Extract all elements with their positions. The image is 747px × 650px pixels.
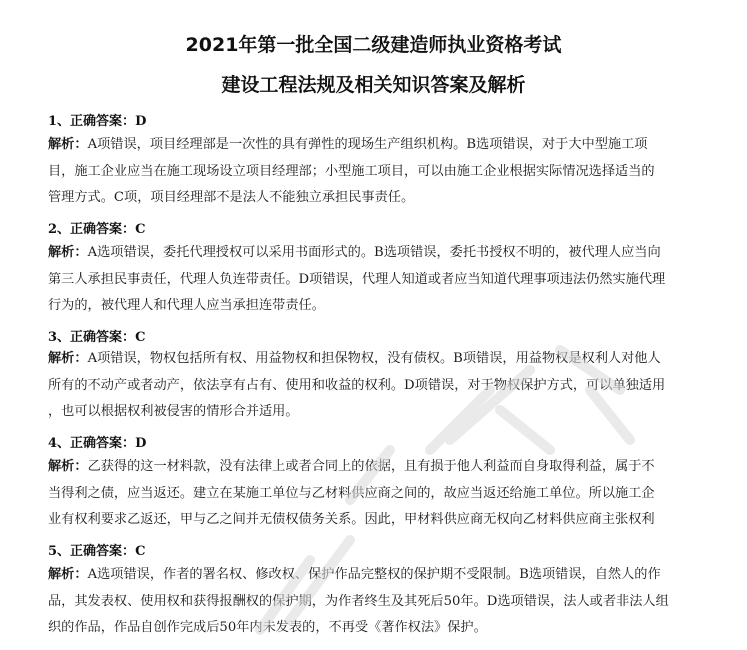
analysis-line: 乙获得的这一材料款，没有法律上或者合同上的依据，且有损于他人利益而自身取得利益，属于不 [87, 459, 655, 474]
question-5-analysis [48, 562, 698, 642]
question-number: 5、 [48, 544, 71, 559]
question-4-header [48, 432, 146, 451]
analysis-line: 所有的不动产或者动产，依法享有占有、使用和收益的权利。D项错误，对于物权保护方式，可以单独适用 [48, 377, 666, 393]
analysis-label: 解析： [48, 351, 88, 366]
analysis-line: 品，其发表权、使用权和获得报酬权的保护期，为作者终生及其死后50年。D选项错误，法人或者非法人组 [48, 593, 669, 609]
question-3-header [48, 326, 145, 345]
answer-value: D [135, 114, 147, 129]
analysis-label: 解析： [48, 567, 88, 582]
analysis-line: 业有权利要求乙返还，甲与乙之间并无债权债务关系。因此，甲材料供应商无权向乙材料供应商主张权利 [48, 512, 655, 527]
analysis-label: 解析： [48, 459, 88, 474]
question-3-analysis [48, 346, 698, 426]
analysis-line: 行为的，被代理人和代理人应当承担连带责任。 [48, 298, 325, 313]
answer-value: C [135, 330, 146, 345]
answer-value: C [135, 544, 146, 559]
analysis-line: 当得利之债，应当返还。建立在某施工单位与乙材料供应商之间的，故应当返还给施工单位。所以施工企 [48, 485, 655, 501]
answer-label: 正确答案： [70, 544, 136, 559]
question-4-analysis [48, 454, 698, 534]
question-number: 3、 [48, 330, 71, 345]
question-2-header [48, 218, 145, 237]
answer-value: C [135, 222, 146, 237]
analysis-line: A选项错误，委托代理授权可以采用书面形式的。B选项错误，委托书授权不明的，被代理人应当向 [87, 245, 661, 260]
analysis-line: A选项错误，作者的署名权、修改权、保护作品完整权的保护期不受限制。B选项错误，自然人的作 [87, 567, 661, 582]
document-title: 2021年第一批全国二级建造师执业资格考试 [185, 34, 562, 56]
analysis-line: 第三人承担民事责任，代理人负连带责任。D项错误，代理人知道或者应当知道代理事项违法仍然实施代理 [48, 271, 666, 287]
analysis-line: 目，施工企业应当在施工现场设立项目经理部；小型施工项目，可以由施工企业根据实际情况选择适当的 [48, 163, 655, 179]
question-2-analysis [48, 240, 698, 320]
question-number: 2、 [48, 222, 71, 237]
document-subtitle: 建设工程法规及相关知识答案及解析 [221, 74, 526, 96]
analysis-line: A项错误，项目经理部是一次性的具有弹性的现场生产组织机构。B选项错误，对于大中型施工项 [87, 137, 648, 152]
question-number: 4、 [48, 436, 71, 451]
answer-label: 正确答案： [70, 330, 136, 345]
question-1-analysis [48, 132, 698, 212]
question-5-header [48, 540, 145, 559]
answer-label: 正确答案： [70, 114, 136, 129]
answer-value: D [135, 436, 147, 451]
analysis-label: 解析： [48, 245, 88, 260]
answer-label: 正确答案： [70, 436, 136, 451]
analysis-line: 织的作品，作品自创作完成后50年内未发表的，不再受《著作权法》保护。 [48, 620, 487, 635]
question-1-header [48, 110, 146, 129]
question-number: 1、 [48, 114, 71, 129]
analysis-line: ，也可以根据权利被侵害的情形合并适用。 [48, 404, 299, 419]
analysis-line: A项错误，物权包括所有权、用益物权和担保物权，没有债权。B项错误，用益物权是权利人对他人 [87, 351, 661, 366]
analysis-line: 管理方式。C项，项目经理部不是法人不能独立承担民事责任。 [48, 190, 415, 205]
analysis-label: 解析： [48, 137, 88, 152]
answer-label: 正确答案： [70, 222, 136, 237]
